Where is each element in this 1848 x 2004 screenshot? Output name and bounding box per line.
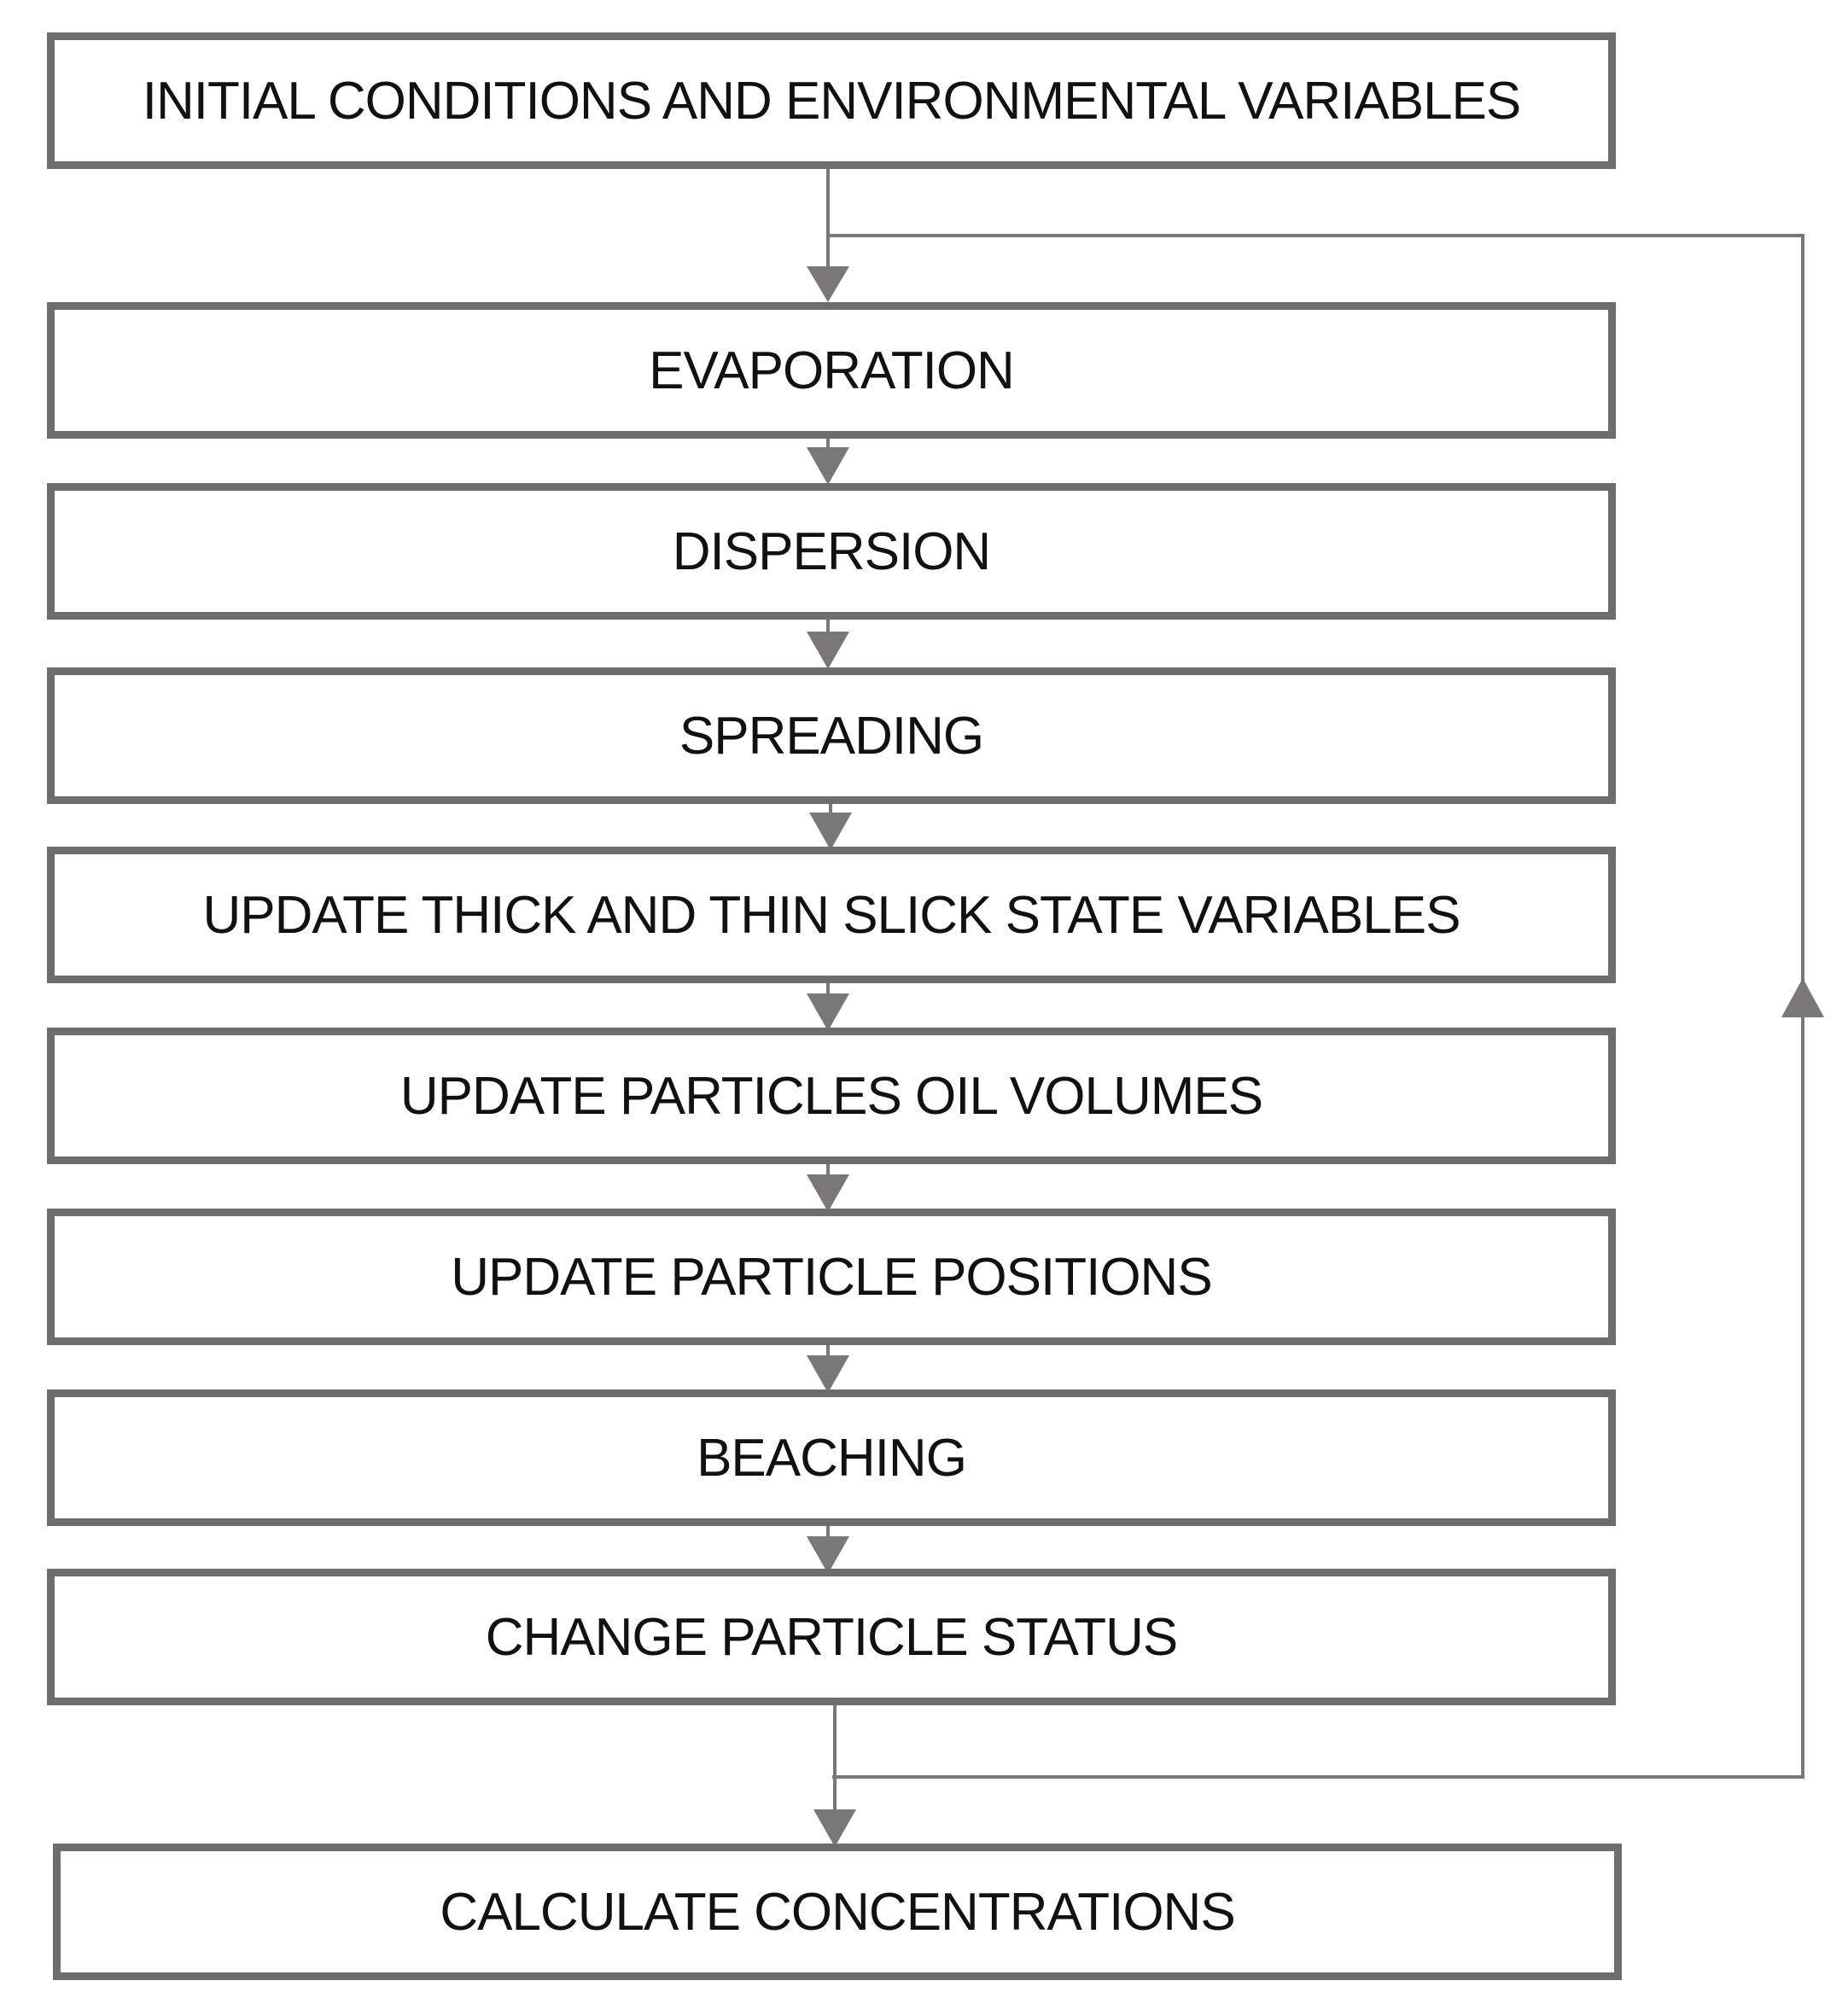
arrowhead-update-volumes: [807, 993, 849, 1031]
step-change-particle-status-label: CHANGE PARTICLE STATUS: [485, 1607, 1178, 1667]
step-update-slick-state-label: UPDATE THICK AND THIN SLICK STATE VARIABLES: [202, 885, 1460, 945]
step-beaching: [47, 1389, 1616, 1526]
arrowhead-dispersion: [807, 447, 849, 485]
step-beaching-label: BEACHING: [697, 1428, 966, 1488]
step-spreading-label: SPREADING: [679, 706, 984, 766]
step-dispersion: [47, 483, 1616, 620]
step-update-particle-positions: [47, 1209, 1616, 1345]
arrowhead-evaporation: [807, 266, 849, 302]
arrowhead-spreading: [807, 632, 849, 669]
loop-up-arrowhead: [1781, 978, 1824, 1017]
step-change-particle-status: [47, 1569, 1616, 1705]
step-update-oil-volumes: [47, 1028, 1616, 1164]
step-initial-conditions: [47, 32, 1616, 169]
step-evaporation: [47, 302, 1616, 439]
arrowhead-beaching: [807, 1355, 849, 1393]
loop-back-line: [828, 236, 1803, 1777]
step-update-particle-positions-label: UPDATE PARTICLE POSITIONS: [451, 1247, 1212, 1307]
step-calculate-concentrations-label: CALCULATE CONCENTRATIONS: [440, 1882, 1235, 1942]
arrowhead-update-slick: [809, 813, 852, 850]
step-evaporation-label: EVAPORATION: [649, 341, 1014, 400]
step-spreading: [47, 667, 1616, 804]
step-dispersion-label: DISPERSION: [672, 521, 991, 581]
arrowhead-update-positions: [807, 1174, 849, 1212]
step-update-slick-state: [47, 847, 1616, 983]
arrowhead-calculate: [813, 1809, 856, 1847]
step-initial-conditions-label: INITIAL CONDITIONS AND ENVIRONMENTAL VARIABLES: [142, 71, 1521, 131]
step-update-oil-volumes-label: UPDATE PARTICLES OIL VOLUMES: [399, 1066, 1263, 1126]
step-calculate-concentrations: [53, 1844, 1622, 1980]
